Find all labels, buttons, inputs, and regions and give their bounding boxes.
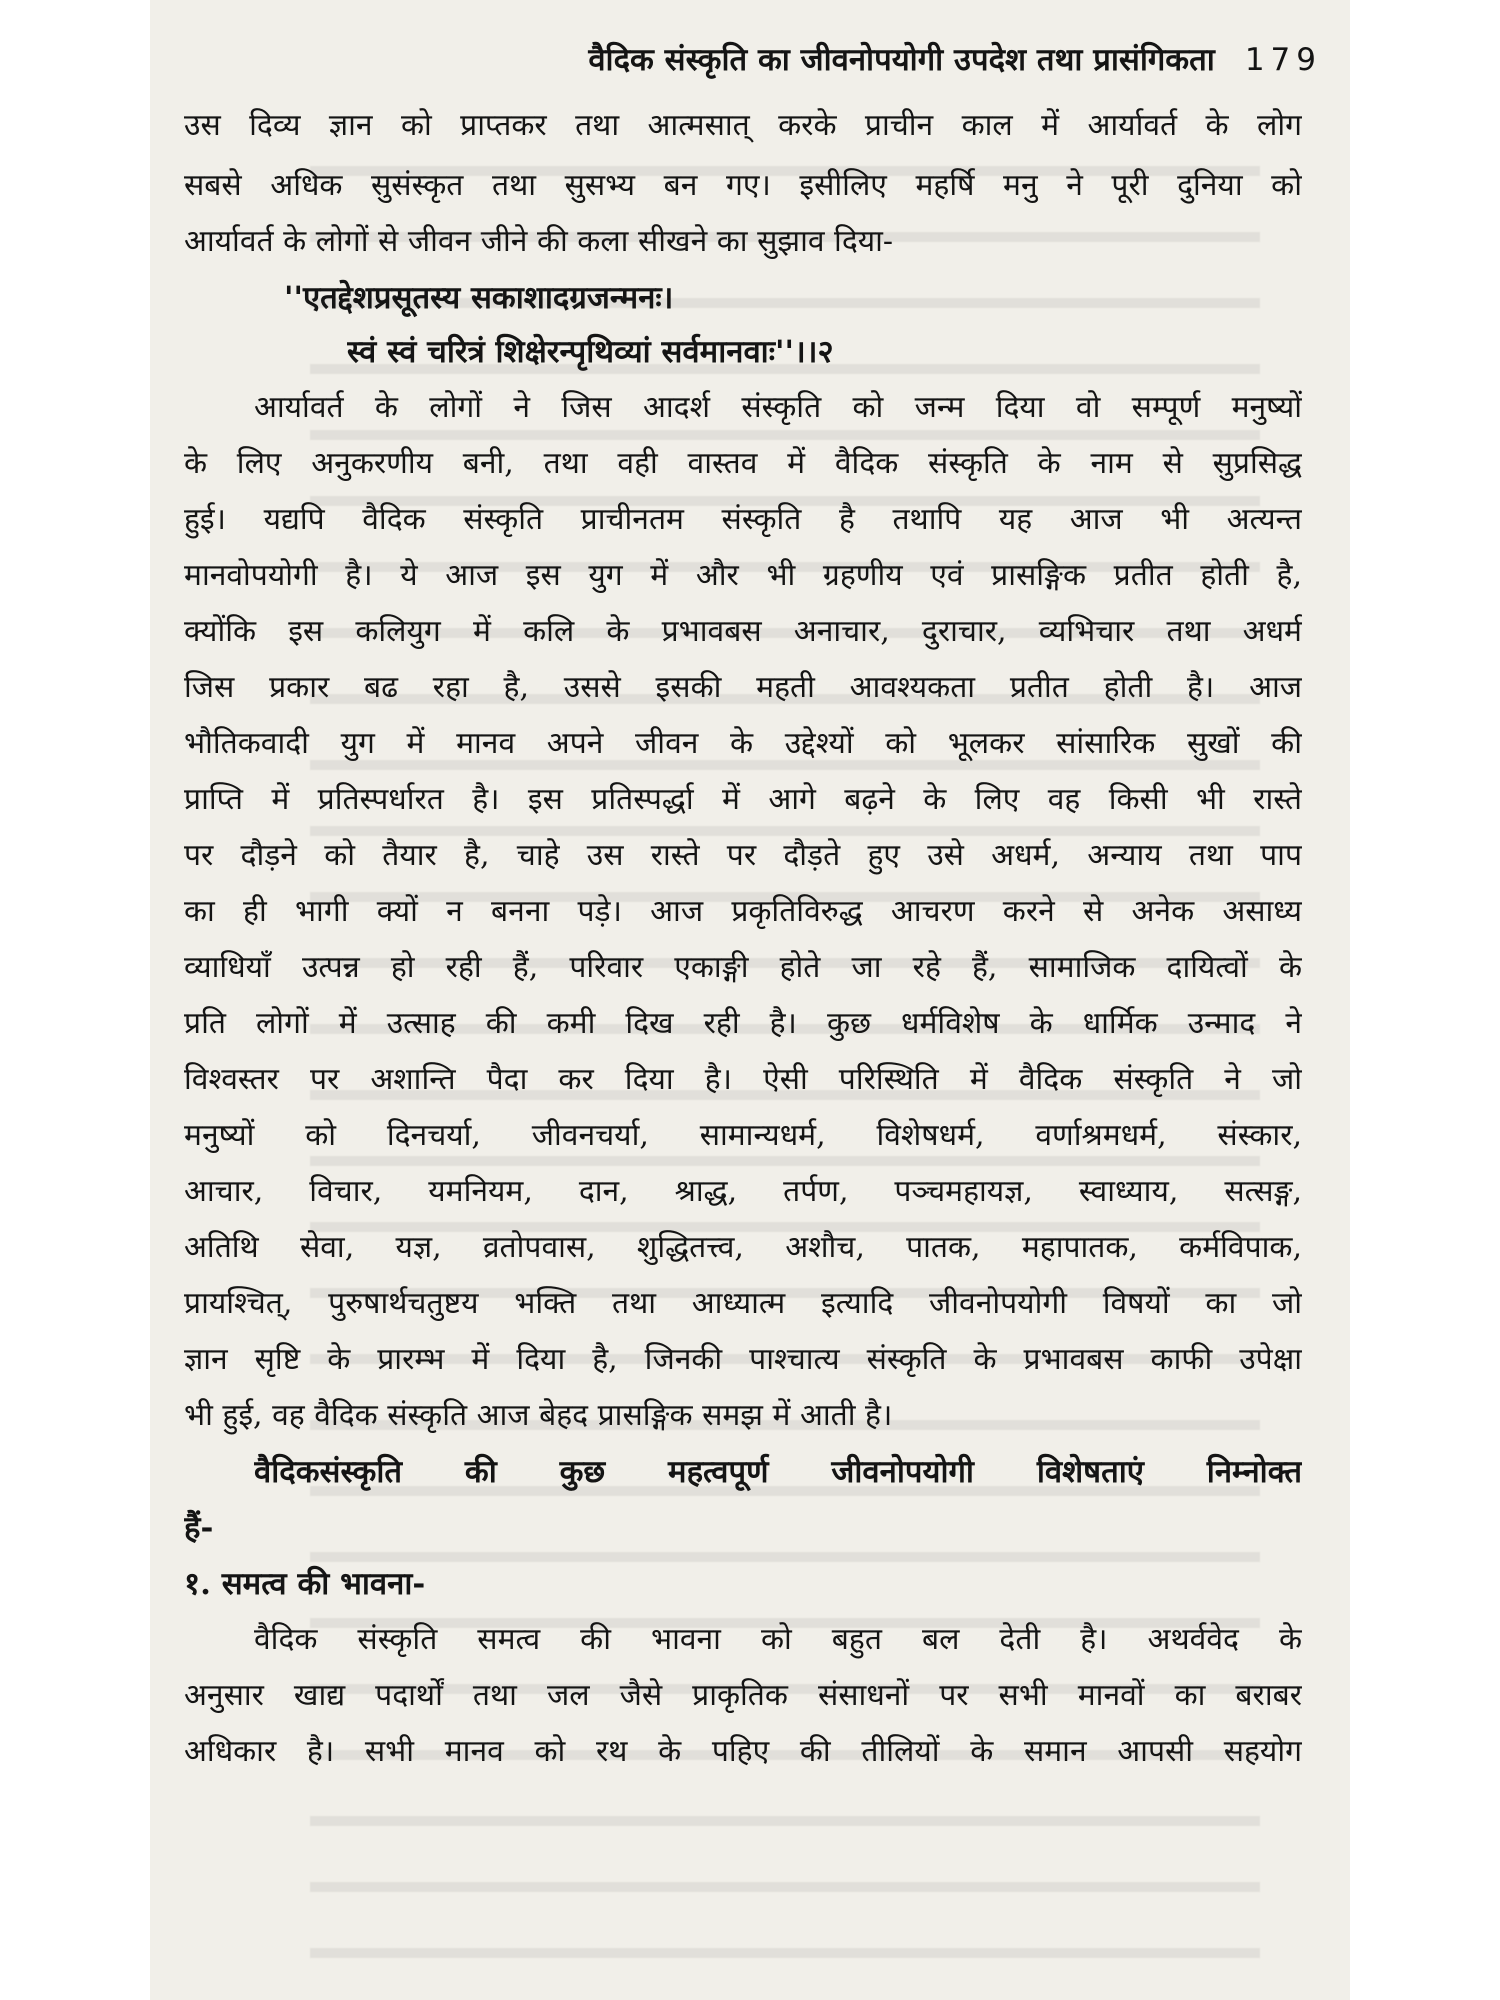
text-line: विश्वस्तर पर अशान्ति पैदा कर दिया है। ऐसी परिस्थिति में वैदिक संस्कृति ने जो	[184, 1062, 1302, 1097]
sanskrit-verse-line-1: ''एतद्देशप्रसूतस्य सकाशादग्रजन्मनः।	[284, 280, 674, 316]
text-line: क्योंकि इस कलियुग में कलि के प्रभावबस अनाचार, दुराचार, व्यभिचार तथा अधर्म	[184, 614, 1302, 649]
running-header	[150, 38, 1322, 94]
text-line: प्रति लोगों में उत्साह की कमी दिख रही है। कुछ धर्मविशेष के धार्मिक उन्माद ने	[184, 1006, 1302, 1041]
page-number: 179	[1244, 42, 1322, 78]
book-page	[150, 0, 1350, 2000]
text-line: ज्ञान सृष्टि के प्रारम्भ में दिया है, जिनकी पाश्चात्य संस्कृति के प्रभावबस काफी उपेक्षा	[184, 1342, 1302, 1377]
text-line: आर्यावर्त के लोगों से जीवन जीने की कला सीखने का सुझाव दिया-	[184, 224, 894, 259]
subsection-heading: १. समत्व की भावना-	[184, 1566, 426, 1602]
text-line: सबसे अधिक सुसंस्कृत तथा सुसभ्य बन गए। इसीलिए महर्षि मनु ने पूरी दुनिया को	[184, 168, 1302, 203]
running-header-title: वैदिक संस्कृति का जीवनोपयोगी उपदेश तथा प्रासंगिकता	[588, 42, 1215, 78]
text-line: पर दौड़ने को तैयार है, चाहे उस रास्ते पर दौड़ते हुए उसे अधर्म, अन्याय तथा पाप	[184, 838, 1302, 873]
text-line: प्रायश्चित्, पुरुषार्थचतुष्टय भक्ति तथा आध्यात्म इत्यादि जीवनोपयोगी विषयों का जो	[184, 1286, 1302, 1321]
text-line: मानवोपयोगी है। ये आज इस युग में और भी ग्रहणीय एवं प्रासङ्गिक प्रतीत होती है,	[184, 558, 1302, 593]
text-line: भी हुई, वह वैदिक संस्कृति आज बेहद प्रासङ्गिक समझ में आती है।	[184, 1398, 893, 1433]
sanskrit-verse-line-2: स्वं स्वं चरित्रं शिक्षेरन्पृथिव्यां सर्वमानवाः''।।२	[347, 334, 834, 370]
text-line: मनुष्यों को दिनचर्या, जीवनचर्या, सामान्यधर्म, विशेषधर्म, वर्णाश्रमधर्म, संस्कार,	[184, 1118, 1302, 1153]
section-intro-heading-end: हैं-	[184, 1510, 214, 1546]
text-line: जिस प्रकार बढ रहा है, उससे इसकी महती आवश्यकता प्रतीत होती है। आज	[184, 670, 1302, 705]
paragraph-first-line: आर्यावर्त के लोगों ने जिस आदर्श संस्कृति को जन्म दिया वो सम्पूर्ण मनुष्यों	[254, 390, 1302, 425]
text-line: अनुसार खाद्य पदार्थों तथा जल जैसे प्राकृतिक संसाधनों पर सभी मानवों का बराबर	[184, 1678, 1302, 1713]
text-line: प्राप्ति में प्रतिस्पर्धारत है। इस प्रतिस्पर्द्धा में आगे बढ़ने के लिए वह किसी भी रास्ते	[184, 782, 1302, 817]
text-line: के लिए अनुकरणीय बनी, तथा वही वास्तव में वैदिक संस्कृति के नाम से सुप्रसिद्ध	[184, 446, 1302, 481]
text-line: अधिकार है। सभी मानव को रथ के पहिए की तीलियों के समान आपसी सहयोग	[184, 1734, 1302, 1769]
paragraph-first-line: वैदिक संस्कृति समत्व की भावना को बहुत बल देती है। अथर्ववेद के	[254, 1622, 1302, 1657]
text-line: भौतिकवादी युग में मानव अपने जीवन के उद्देश्यों को भूलकर सांसारिक सुखों की	[184, 726, 1302, 761]
section-intro-heading: वैदिकसंस्कृति की कुछ महत्वपूर्ण जीवनोपयोगी विशेषताएं निम्नोक्त	[254, 1454, 1302, 1490]
text-line: व्याधियाँ उत्पन्न हो रही हैं, परिवार एकाङ्गी होते जा रहे हैं, सामाजिक दायित्वों के	[184, 950, 1302, 985]
text-line: उस दिव्य ज्ञान को प्राप्तकर तथा आत्मसात् करके प्राचीन काल में आर्यावर्त के लोग	[184, 108, 1302, 143]
text-line: का ही भागी क्यों न बनना पड़े। आज प्रकृतिविरुद्ध आचरण करने से अनेक असाध्य	[184, 894, 1302, 929]
text-line: अतिथि सेवा, यज्ञ, व्रतोपवास, शुद्धितत्त्व, अशौच, पातक, महापातक, कर्मविपाक,	[184, 1230, 1302, 1265]
text-line: हुई। यद्यपि वैदिक संस्कृति प्राचीनतम संस्कृति है तथापि यह आज भी अत्यन्त	[184, 502, 1302, 537]
text-line: आचार, विचार, यमनियम, दान, श्राद्ध, तर्पण, पञ्चमहायज्ञ, स्वाध्याय, सत्सङ्ग,	[184, 1174, 1302, 1209]
